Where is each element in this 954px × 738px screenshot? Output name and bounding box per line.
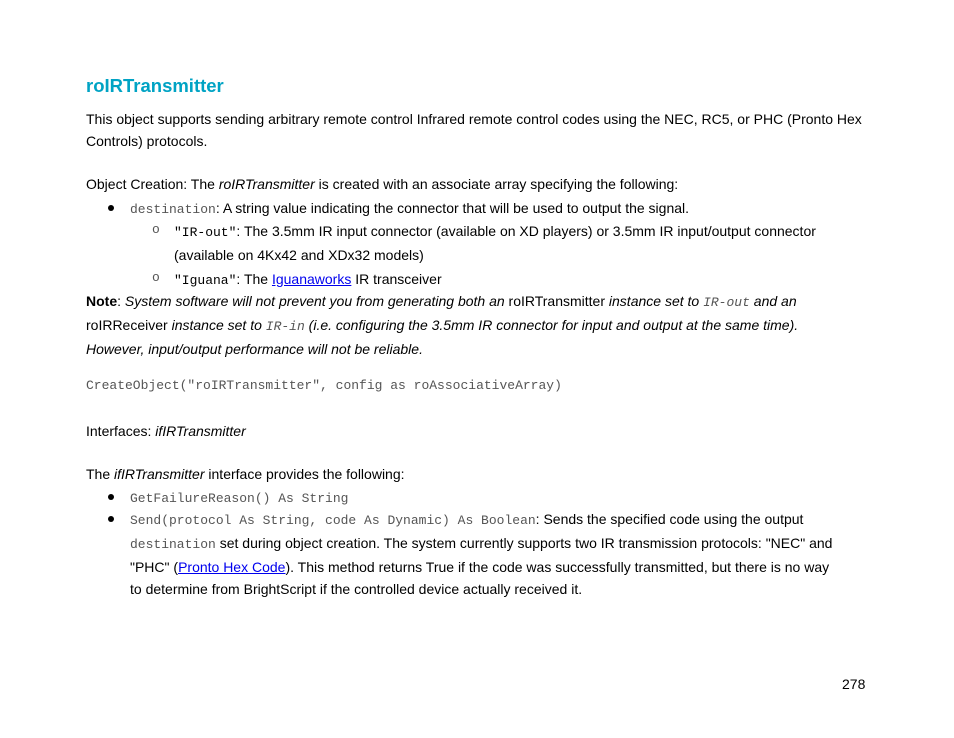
- ir-out-text: : The 3.5mm IR input connector (available on XD players) or 3.5mm IR input/output connector: [236, 223, 816, 239]
- iguana-text-post: IR transceiver: [351, 271, 442, 287]
- note-code: IR-in: [265, 319, 305, 334]
- note-object: roIRTransmitter: [508, 293, 606, 309]
- sub-item-iguana: [174, 268, 874, 292]
- note-paragraph: [86, 290, 876, 360]
- destination-bullet: [130, 197, 689, 221]
- iguanaworks-link[interactable]: Iguanaworks: [271, 271, 352, 287]
- section-heading: roIRTransmitter: [86, 75, 224, 96]
- interfaces-name: ifIRTransmitter: [155, 423, 246, 439]
- method-get-failure-reason: [130, 486, 348, 510]
- note-colon: :: [117, 293, 125, 309]
- note-text: (i.e. configuring the 3.5mm IR connector for input and output at the same time).: [304, 317, 799, 333]
- method-desc: : Sends the specified code using the output: [535, 511, 804, 527]
- note-label: Note: [86, 293, 118, 309]
- note-text: System software will not prevent you from generating both an: [124, 293, 509, 309]
- pronto-hex-code-link[interactable]: Pronto Hex Code: [178, 559, 286, 575]
- provides-suffix: interface provides the following:: [204, 466, 405, 482]
- ir-out-text-2: (available on 4Kx42 and XDx32 models): [174, 247, 424, 263]
- provides-name: ifIRTransmitter: [114, 466, 205, 482]
- method-signature: Send(protocol As String, code As Dynamic) As Boolean: [130, 513, 536, 528]
- destination-text: : A string value indicating the connector that will be used to output the signal.: [215, 200, 690, 216]
- sub-bullet-marker: o: [152, 222, 160, 237]
- bullet-dot: [108, 516, 114, 522]
- method-send: [130, 508, 870, 600]
- page-number: 278: [842, 676, 866, 692]
- interfaces-line: [86, 420, 876, 442]
- method-signature: GetFailureReason() As String: [130, 491, 349, 506]
- code-example: CreateObject("roIRTransmitter", config as roAssociativeArray): [86, 378, 562, 393]
- ir-out-code: "IR-out": [174, 225, 237, 240]
- note-text: However, input/output performance will not be reliable.: [86, 341, 423, 357]
- note-text: instance set to: [167, 317, 266, 333]
- object-creation-line: [86, 173, 876, 195]
- creation-suffix: is created with an associate array specifying the following:: [314, 176, 679, 192]
- iguana-code: "Iguana": [174, 273, 237, 288]
- note-text: instance set to: [605, 293, 704, 309]
- creation-prefix: Object Creation: The: [86, 176, 219, 192]
- bullet-dot: [108, 494, 114, 500]
- destination-code: destination: [130, 537, 216, 552]
- interfaces-label: Interfaces:: [86, 423, 156, 439]
- method-desc: ). This method returns True if the code was successfully transmitted, but there is no way: [285, 559, 830, 575]
- note-code: IR-out: [703, 295, 750, 310]
- provides-prefix: The: [86, 466, 115, 482]
- iguana-text-pre: : The: [236, 271, 272, 287]
- intro-paragraph: This object supports sending arbitrary remote control Infrared remote control codes using the NEC, RC5, or PHC (Pronto Hex Controls) protocols.: [86, 111, 862, 149]
- method-desc: to determine from BrightScript if the controlled device actually received it.: [130, 581, 583, 597]
- sub-bullet-marker: o: [152, 270, 160, 285]
- provides-line: [86, 463, 876, 485]
- destination-code: destination: [130, 202, 216, 217]
- note-object: roIRReceiver: [86, 317, 168, 333]
- bullet-dot: [108, 205, 114, 211]
- note-text: and an: [749, 293, 797, 309]
- sub-item-ir-out: [174, 220, 874, 266]
- method-desc: set during object creation. The system currently supports two IR transmission protocols: "NEC" and: [215, 535, 833, 551]
- method-desc: "PHC" (: [130, 559, 179, 575]
- creation-object-name: roIRTransmitter: [218, 176, 315, 192]
